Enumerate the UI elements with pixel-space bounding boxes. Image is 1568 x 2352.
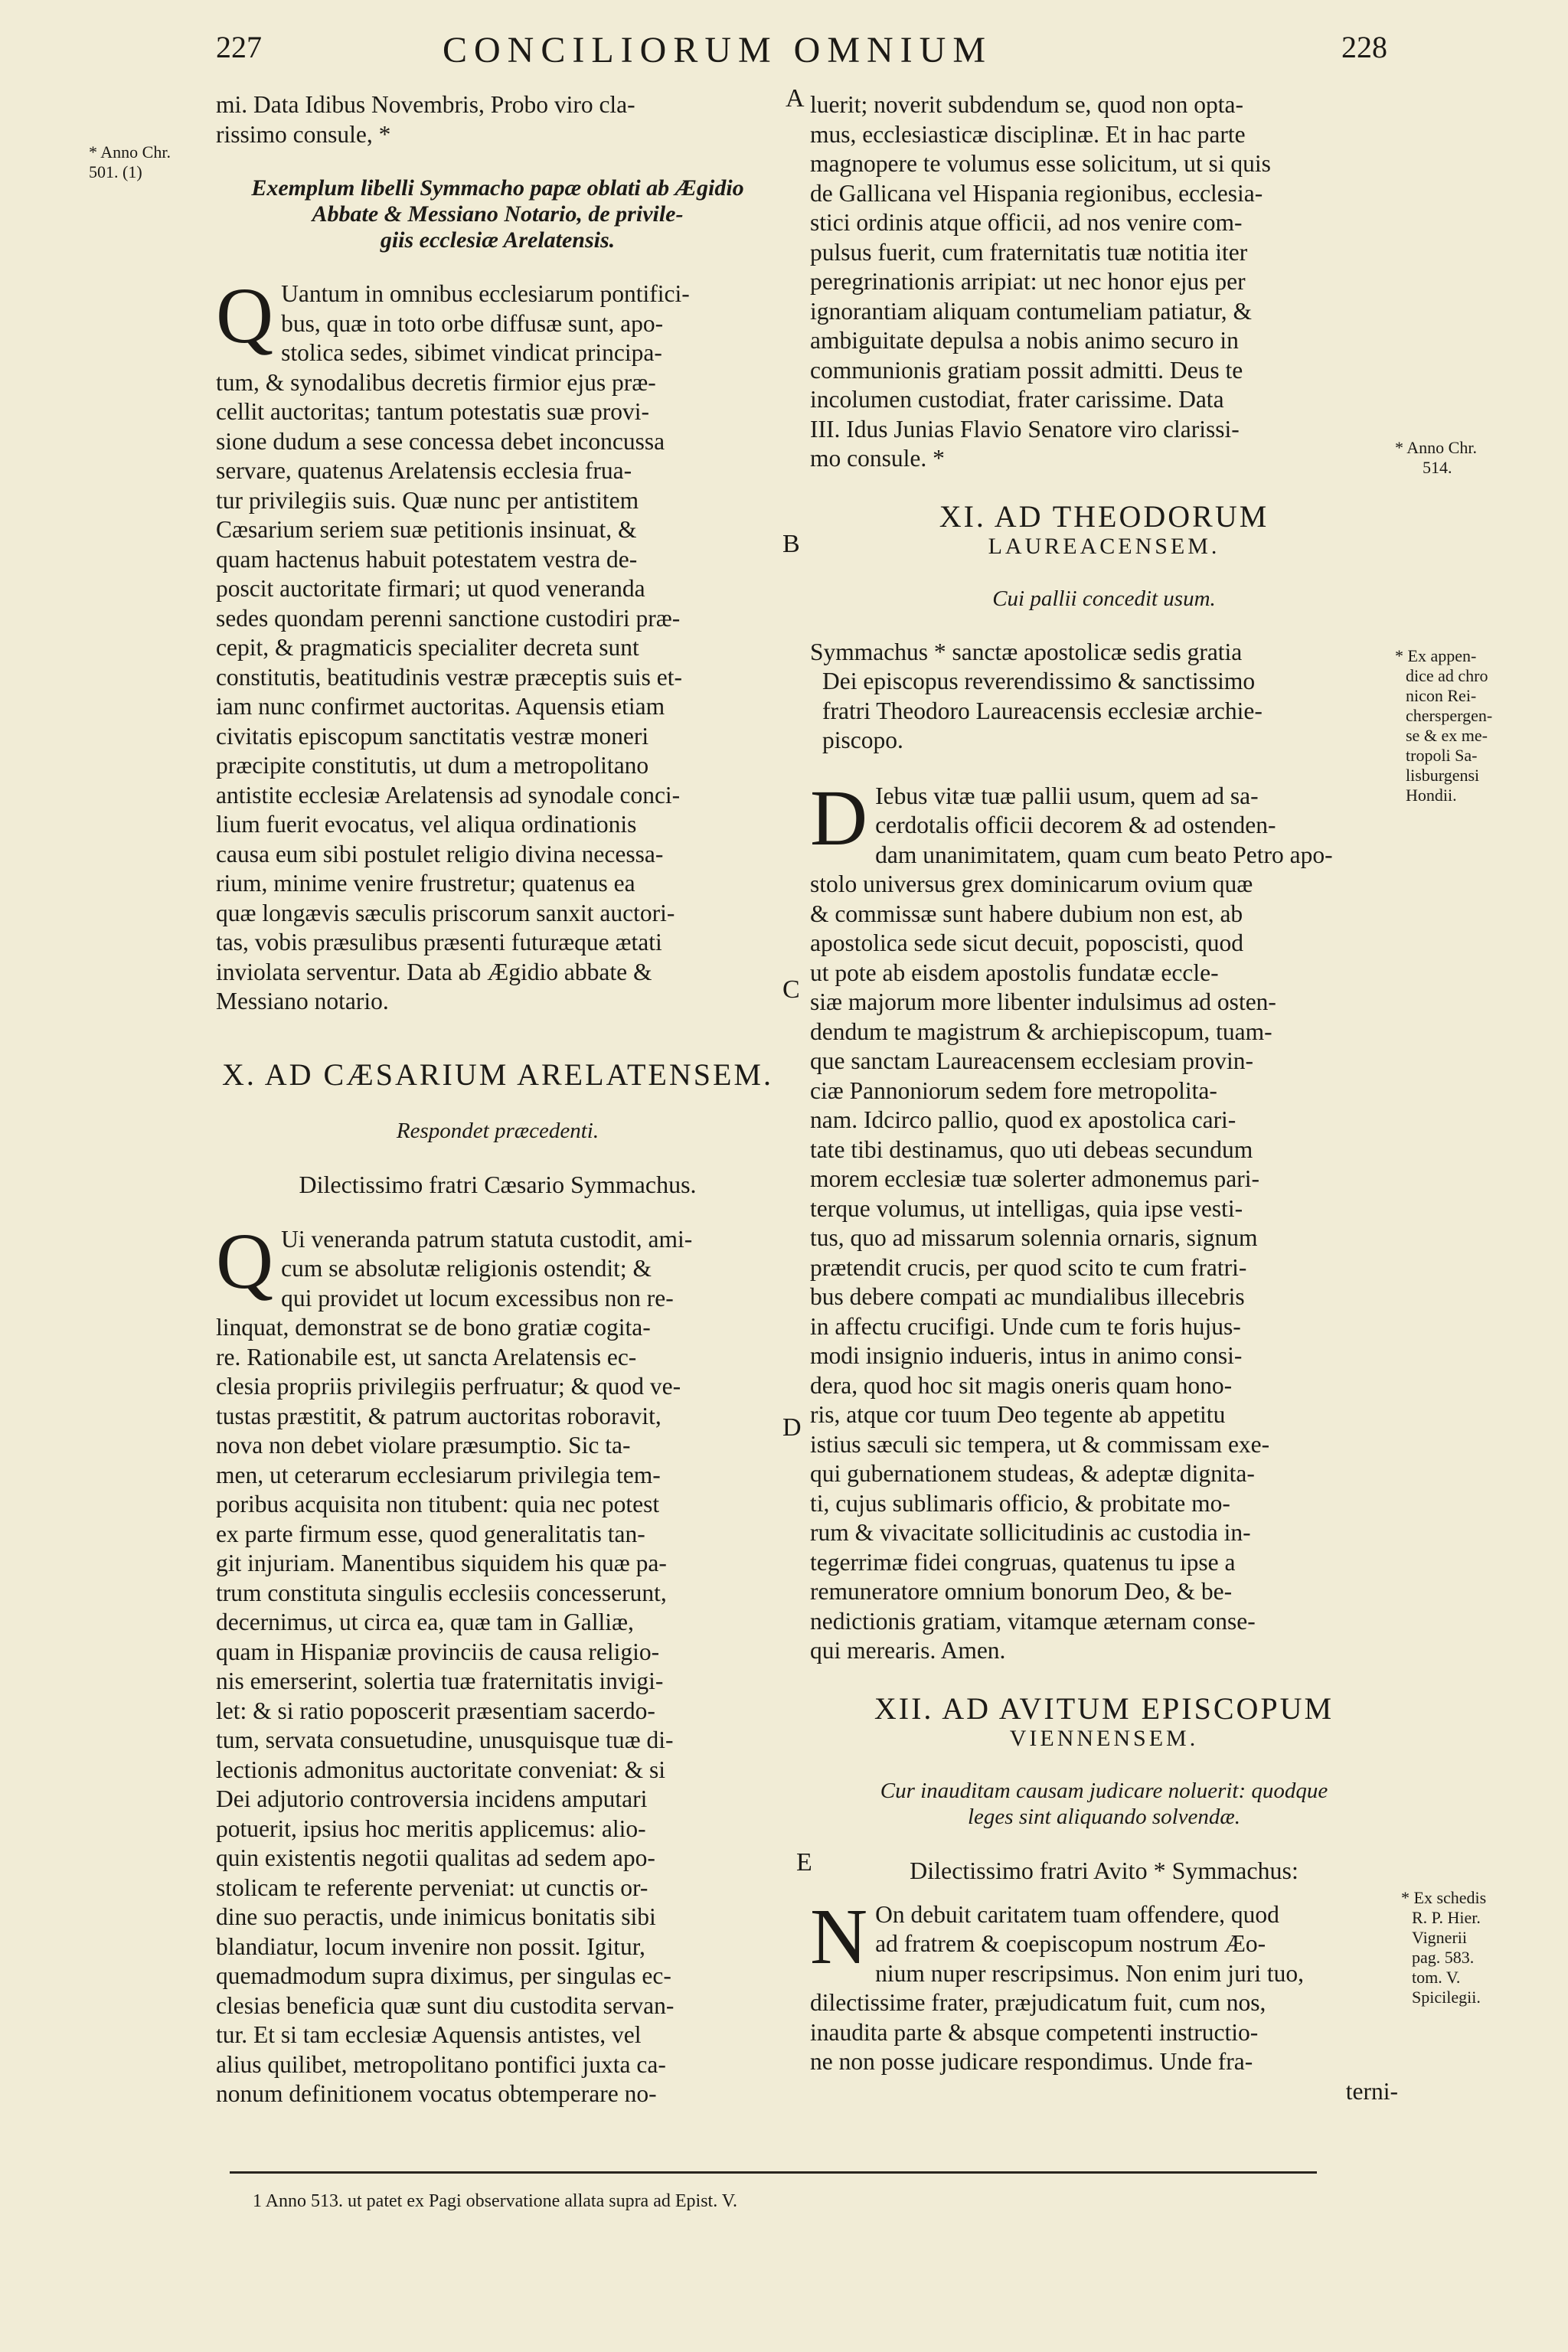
text-line: præcipite constitutis, ut dum a metropolitano xyxy=(216,752,649,779)
text-line: tegerrimæ fidei congruas, quatenus tu ipse a xyxy=(810,1548,1236,1576)
text-line: mus, ecclesiasticæ disciplinæ. Et in hac parte xyxy=(810,120,1246,148)
text-line: stici ordinis atque officii, ad nos venire com- xyxy=(810,209,1243,236)
text-line: ti, cujus sublimaris officio, & probitate mo- xyxy=(810,1489,1230,1517)
margin-note-right-source: * Ex appen- dice ad chro nicon Rei- cherspergen- se & ex me- tropoli Sa- lisburgensi Hondii. xyxy=(1395,646,1493,805)
text-line: linquat, demonstrat se de bono gratiæ cogita- xyxy=(216,1314,651,1341)
text-line: tustas præstitit, & patrum auctoritas roboravit, xyxy=(216,1402,662,1429)
text-line: alius quilibet, metropolitano pontifici juxta ca- xyxy=(216,2050,666,2078)
text-line: antistite ecclesiæ Arelatensis ad synodale conci- xyxy=(216,781,681,808)
section-mark-a: A xyxy=(786,84,805,113)
text-line: civitatis episcopum sanctitatis vestræ moneri xyxy=(216,722,649,750)
text-line: luerit; noverit subdendum se, quod non opta- xyxy=(810,91,1244,118)
text-line: tum, servata consuetudine, unusquisque tuæ di- xyxy=(216,1726,674,1753)
text-line: terque volumus, ut intelligas, quia ipse vesti- xyxy=(810,1194,1243,1222)
salutation-x: Dilectissimo fratri Cæsario Symmachus. xyxy=(299,1170,697,1198)
drop-cap: D xyxy=(810,773,868,862)
text-line: tur. Et si tam ecclesiæ Aquensis antistes, vel xyxy=(216,2021,642,2048)
text-line: tum, & synodalibus decretis firmior ejus præ- xyxy=(216,368,656,396)
text-line: inviolata serventur. Data ab Ægidio abbate & xyxy=(216,958,652,985)
text-line: tas, vobis præsulibus præsenti futuræque ætati xyxy=(216,929,662,956)
text-line: dera, quod hoc sit magis oneris quam hono- xyxy=(810,1371,1233,1399)
section-mark-d: D xyxy=(782,1413,802,1442)
text-line: Cæsarium seriem suæ petitionis insinuat, & xyxy=(216,516,637,543)
text-line: Iebus vitæ tuæ pallii usum, quem ad sa- xyxy=(875,782,1259,809)
text-line: clesias beneficia quæ sunt diu custodita servan- xyxy=(216,1991,675,2019)
text-line: rissimo consule, * xyxy=(216,120,391,148)
text-line: nis emerserint, solertia tuæ fraternitatis invigi- xyxy=(216,1668,664,1694)
text-line: quam in Hispaniæ provinciis de causa religio- xyxy=(216,1638,660,1665)
text-line: let: & si ratio poposcerit præsentiam sacerdo- xyxy=(216,1697,655,1724)
text-line: morem ecclesiæ tuæ solerter admonemus pari- xyxy=(810,1165,1259,1192)
text-line: terni- xyxy=(1345,2077,1398,2105)
text-line: prætendit crucis, per quod scito te cum fratri- xyxy=(810,1253,1247,1281)
text-line: qui gubernationem studeas, & adeptæ dignita- xyxy=(810,1460,1255,1487)
section-subcaption-xii: Cur inauditam causam judicare noluerit: quodque leges sint aliquando solvendæ. xyxy=(880,1778,1328,1829)
text-line: nonum definitionem vocatus obtemperare no- xyxy=(216,2080,657,2107)
libellus-caption: Exemplum libelli Symmacho papæ oblati ab Ægidio Abbate & Messiano Notario, de privile- giis ecclesiæ Arelatensis. xyxy=(251,175,744,253)
margin-note-left: * Anno Chr. 501. (1) xyxy=(89,142,171,181)
text-line: lectionis admonitus auctoritate conveniat: & si xyxy=(216,1756,665,1783)
text-line: ignorantiam aliquam contumeliam patiatur, & xyxy=(810,297,1252,325)
text-line: stolica sedes, sibimet vindicat principa- xyxy=(281,339,662,366)
text-line: qui merearis. Amen. xyxy=(810,1637,1006,1664)
text-line: piscopo. xyxy=(822,727,903,753)
text-line: dam unanimitatem, quam cum beato Petro apo- xyxy=(875,841,1333,868)
text-line: cellit auctoritas; tantum potestatis suæ provi- xyxy=(216,398,650,425)
text-line: Messiano notario. xyxy=(216,988,389,1014)
text-line: quemadmodum supra diximus, per singulas ec- xyxy=(216,1962,671,1989)
page-number-left: 227 xyxy=(216,30,262,64)
text-line: blandiatur, locum invenire non possit. Igitur, xyxy=(216,1932,645,1960)
text-line: que sanctam Laureacensem ecclesiam provin- xyxy=(810,1047,1253,1074)
text-line: quam hactenus habuit potestatem vestra de- xyxy=(216,545,638,573)
text-line: lium fuerit evocatus, vel aliqua ordinationis xyxy=(216,811,637,838)
text-line: bus debere compati ac mundialibus illecebris xyxy=(810,1283,1245,1310)
text-line: Dei adjutorio controversia incidens amputari xyxy=(216,1785,648,1812)
left-column xyxy=(216,90,779,2109)
section-mark-c: C xyxy=(782,975,800,1004)
text-line: nam. Idcirco pallio, quod ex apostolica cari- xyxy=(810,1106,1236,1133)
text-line: remuneratore omnium bonorum Deo, & be- xyxy=(810,1578,1233,1605)
address-xi xyxy=(810,638,1398,756)
text-line: apostolica sede sicut decuit, poposcisti, quod xyxy=(810,929,1244,956)
section-mark-b: B xyxy=(782,530,800,558)
text-line: cum se absolutæ religionis ostendit; & xyxy=(281,1255,652,1282)
text-line: Uantum in omnibus ecclesiarum pontifici- xyxy=(281,280,690,307)
salutation-xii: Dilectissimo fratri Avito * Symmachus: xyxy=(910,1856,1298,1884)
footnote: 1 Anno 513. ut patet ex Pagi observatione allata supra ad Epist. V. xyxy=(253,2191,737,2211)
libellus-text xyxy=(216,272,779,1017)
text-line: causa eum sibi postulet religio divina necessa- xyxy=(216,840,664,867)
section-mark-e: E xyxy=(796,1848,812,1877)
text-line: trum constituta singulis ecclesiis concesserunt, xyxy=(216,1579,667,1606)
text-line: fratri Theodoro Laureacensis ecclesiæ archie- xyxy=(822,697,1263,724)
text-line: peregrinationis arripiat: ut nec honor ejus per xyxy=(810,268,1246,295)
text-line: Symmachus * sanctæ apostolicæ sedis gratia xyxy=(810,638,1243,665)
text-line: tur privilegiis suis. Quæ nunc per antistitem xyxy=(216,486,639,514)
text-line: nova non debet violare præsumptio. Sic ta- xyxy=(216,1432,631,1459)
section-heading-xi: XI. AD THEODORUM xyxy=(939,498,1269,534)
text-line: bus, quæ in toto orbe diffusæ sunt, apo- xyxy=(281,309,664,337)
letter-x-text xyxy=(216,1217,779,2109)
text-line: istius sæculi sic tempera, ut & commissam exe- xyxy=(810,1430,1270,1458)
text-line: dine suo peractis, unde inimicus bonitatis sibi xyxy=(216,1903,656,1930)
text-line: Ui veneranda patrum statuta custodit, ami- xyxy=(281,1225,693,1253)
margin-note-right-year: * Anno Chr. 514. xyxy=(1395,438,1477,477)
section-heading-xi-sub: LAUREACENSEM. xyxy=(988,533,1220,559)
section-heading-xii: XII. AD AVITUM EPISCOPUM xyxy=(874,1690,1334,1726)
text-line: servare, quatenus Arelatensis ecclesia frua- xyxy=(216,457,632,484)
text-line: Dei episcopus reverendissimo & sanctissimo xyxy=(822,668,1256,694)
text-line: in affectu crucifigi. Unde cum te foris hujus- xyxy=(810,1312,1241,1340)
text-line: constitutis, beatitudinis vestræ præceptis suis et- xyxy=(216,663,682,691)
text-line: de Gallicana vel Hispania regionibus, ecclesia- xyxy=(810,179,1263,207)
text-line: ex parte firmum esse, quod generalitatis tan- xyxy=(216,1520,645,1547)
text-line: magnopere te volumus esse solicitum, ut si quis xyxy=(810,150,1271,177)
text-line: stolo universus grex dominicarum ovium quæ xyxy=(810,871,1253,897)
text-line: ne non posse judicare respondimus. Unde fra- xyxy=(810,2048,1253,2075)
text-line: stolicam te referente perveniat: ut cunctis or- xyxy=(216,1873,648,1901)
text-line: On debuit caritatem tuam offendere, quod xyxy=(875,1900,1279,1928)
text-line: re. Rationabile est, ut sancta Arelatensis ec- xyxy=(216,1343,637,1370)
section-subcaption-x: Respondet præcedenti. xyxy=(396,1118,599,1143)
text-line: dendum te magistrum & archiepiscopum, tuam- xyxy=(810,1018,1272,1045)
text-line: mo consule. * xyxy=(810,445,945,472)
text-line: git injuriam. Manentibus siquidem his quæ pa- xyxy=(216,1550,667,1576)
text-line: ad fratrem & coepiscopum nostrum Æo- xyxy=(875,1930,1266,1957)
text-line: qui providet ut locum excessibus non re- xyxy=(281,1284,674,1312)
running-title: CONCILIORUM OMNIUM xyxy=(443,30,993,70)
drop-cap: N xyxy=(810,1892,868,1981)
right-column xyxy=(810,90,1398,2106)
text-line: rum & vivacitate sollicitudinis ac custodia in- xyxy=(810,1519,1251,1546)
text-line: poribus acquisita non titubent: quia nec potest xyxy=(216,1491,660,1517)
text-line: quæ longævis sæculis priscorum sanxit auctori- xyxy=(216,899,675,926)
text-line: iam nunc confirmet auctoritas. Aquensis etiam xyxy=(216,693,665,720)
text-line: ris, atque cor tuum Deo tegente ab appetitu xyxy=(810,1401,1226,1428)
text-line: modi insignio indueris, intus in animo consi- xyxy=(810,1342,1243,1369)
text-line: pulsus fuerit, cum fraternitatis tuæ notitia iter xyxy=(810,238,1248,266)
text-line: decernimus, ut circa ea, quæ tam in Galliæ, xyxy=(216,1609,634,1635)
text-line: communionis gratiam possit admitti. Deus te xyxy=(810,356,1243,384)
text-line: ambiguitate depulsa a nobis animo securo in xyxy=(810,327,1239,354)
text-line: potuerit, ipsius hoc meritis applicemus: alio- xyxy=(216,1815,646,1842)
text-line: incolumen custodiat, frater carissime. Data xyxy=(810,386,1224,413)
text-line: rium, minime venire frustretur; quatenus ea xyxy=(216,870,635,897)
section-heading-x: X. AD CÆSARIUM ARELATENSEM. xyxy=(222,1057,773,1092)
page-number-right: 228 xyxy=(1341,30,1387,64)
text-line: tus, quo ad missarum solennia ornaris, signum xyxy=(810,1224,1258,1251)
text-line: mi. Data Idibus Novembris, Probo viro cla- xyxy=(216,91,635,118)
text-line: nium nuper rescripsimus. Non enim juri tuo, xyxy=(875,1959,1305,1987)
text-line: poscit auctoritate firmari; ut quod veneranda xyxy=(216,575,645,602)
text-line: III. Idus Junias Flavio Senatore viro clarissi- xyxy=(810,415,1240,443)
text-line: & commissæ sunt habere dubium non est, ab xyxy=(810,900,1243,927)
text-line: men, ut ceterarum ecclesiarum privilegia tem- xyxy=(216,1461,661,1488)
text-line: dilectissime frater, præjudicatum fuit, cum nos, xyxy=(810,1989,1266,2016)
text-line: sedes quondam perenni sanctione custodiri præ- xyxy=(216,604,681,632)
text-line: sione dudum a sese concessa debet inconcussa xyxy=(216,427,665,455)
drop-cap: Q xyxy=(216,1217,274,1305)
text-line: cepit, & pragmaticis specialiter decreta sunt xyxy=(216,634,639,661)
text-line: clesia propriis privilegiis perfruatur; & quod ve- xyxy=(216,1373,681,1400)
text-line: siæ majorum more libenter indulsimus ad osten- xyxy=(810,988,1276,1015)
text-line: tate tibi destinamus, quo uti debeas secundum xyxy=(810,1135,1253,1163)
text-line: nedictionis gratiam, vitamque æternam conse- xyxy=(810,1607,1256,1635)
drop-cap: Q xyxy=(216,272,274,360)
section-heading-xii-sub: VIENNENSEM. xyxy=(1009,1725,1199,1751)
letter-xii-text xyxy=(810,1892,1398,2107)
section-subcaption-xi: Cui pallii concedit usum. xyxy=(992,586,1216,611)
text-line: inaudita parte & absque competenti instructio- xyxy=(810,2018,1259,2046)
text-line: cerdotalis officii decorem & ad ostenden- xyxy=(875,812,1276,838)
letter-xi-text xyxy=(810,773,1398,1666)
footnote-rule xyxy=(230,2171,1317,2174)
text-line: ciæ Pannoniorum sedem fore metropolita- xyxy=(810,1076,1217,1104)
margin-note-right-schedis: * Ex schedis R. P. Hier. Vignerii pag. 583. tom. V. Spicilegii. xyxy=(1401,1888,1487,2007)
text-line: ut pote ab eisdem apostolis fundatæ eccle- xyxy=(810,959,1219,986)
text-line: quin existentis negotii qualitas ad sedem apo- xyxy=(216,1844,655,1871)
